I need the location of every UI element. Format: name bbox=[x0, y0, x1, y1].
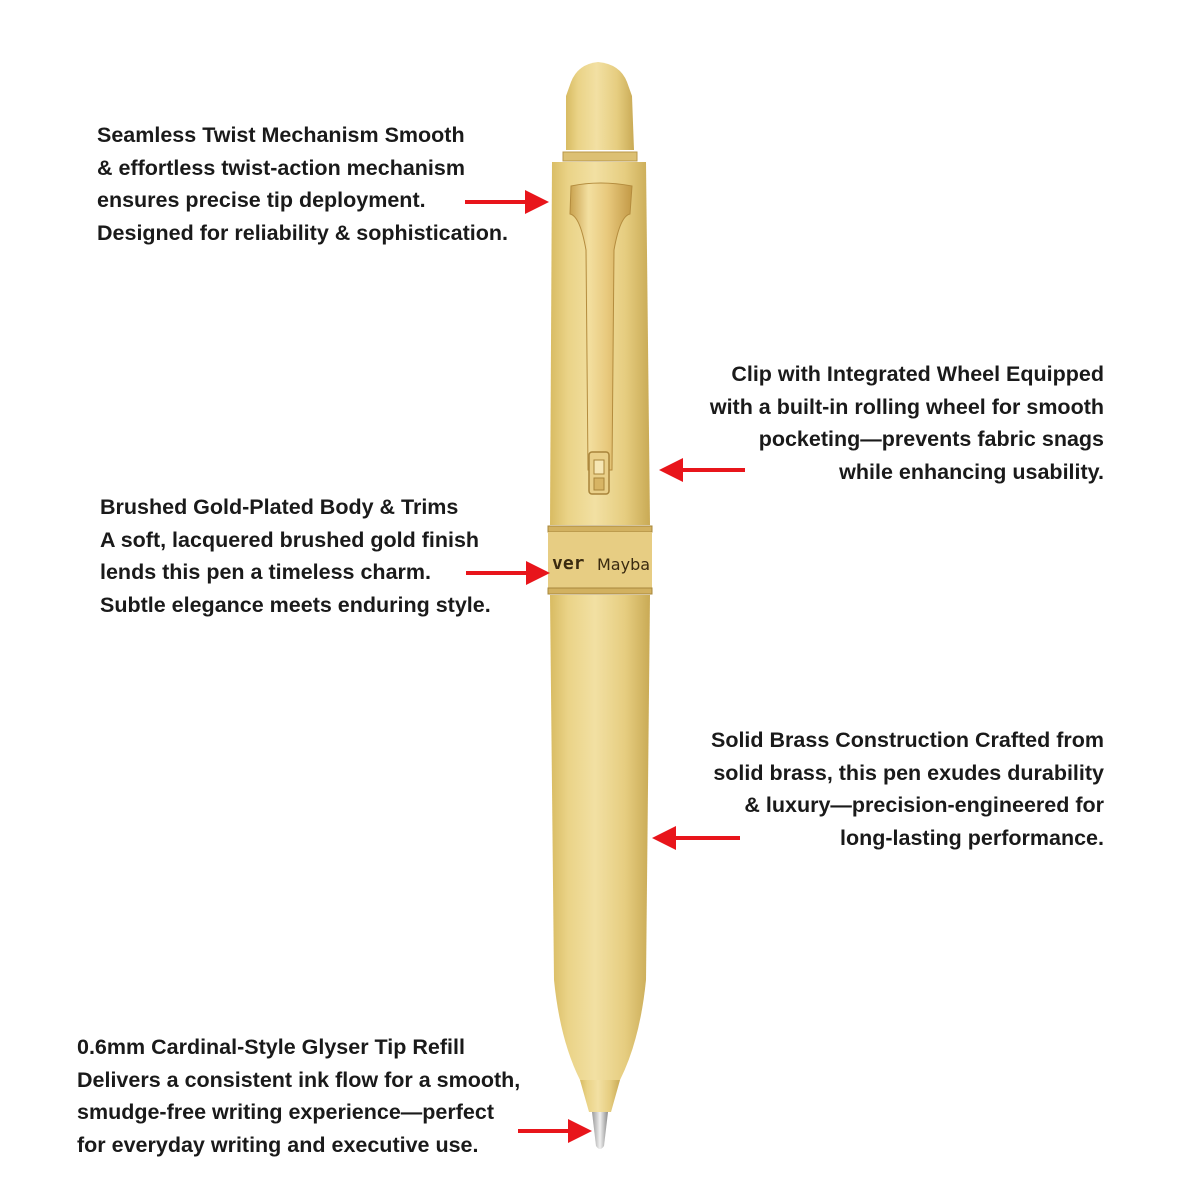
clip-line-2: with a built-in rolling wheel for smooth bbox=[709, 394, 1104, 419]
twist-line-2: & effortless twist-action mechanism bbox=[97, 155, 465, 180]
callout-twist-mechanism bbox=[97, 119, 508, 249]
refill-line-4: for everyday writing and executive use. bbox=[77, 1132, 479, 1157]
twist-line-1: Seamless Twist Mechanism Smooth bbox=[97, 123, 465, 147]
brass-line-2: solid brass, this pen exudes durability bbox=[713, 760, 1104, 785]
engraving-left: ver bbox=[552, 553, 585, 574]
refill-line-1: 0.6mm Cardinal-Style Glyser Tip Refill bbox=[77, 1035, 465, 1059]
brass-line-4: long-lasting performance. bbox=[839, 825, 1104, 850]
twist-line-4: Designed for reliability & sophistication. bbox=[97, 220, 508, 245]
callout-refill bbox=[77, 1031, 520, 1161]
callout-solid-brass bbox=[711, 724, 1104, 854]
brass-line-1: Solid Brass Construction Crafted from bbox=[710, 728, 1104, 752]
engraving-right: Mayba bbox=[597, 555, 651, 574]
callout-clip-wheel bbox=[710, 358, 1104, 488]
clip-line-1: Clip with Integrated Wheel Equipped bbox=[731, 362, 1104, 386]
refill-line-3: smudge-free writing experience—perfect bbox=[77, 1100, 494, 1125]
body-line-1: Brushed Gold-Plated Body & Trims bbox=[100, 495, 459, 519]
brass-line-3: & luxury—precision-engineered for bbox=[744, 793, 1104, 818]
body-line-3: lends this pen a timeless charm. bbox=[100, 560, 431, 585]
clip-line-3: pocketing—prevents fabric snags bbox=[758, 427, 1104, 452]
clip-line-4: while enhancing usability. bbox=[839, 459, 1104, 484]
body-line-2: A soft, lacquered brushed gold finish bbox=[100, 527, 480, 552]
refill-line-2: Delivers a consistent ink flow for a smooth, bbox=[77, 1067, 521, 1092]
body-line-4: Subtle elegance meets enduring style. bbox=[100, 592, 491, 617]
twist-line-3: ensures precise tip deployment. bbox=[97, 188, 426, 213]
callout-brushed-body bbox=[100, 491, 491, 621]
